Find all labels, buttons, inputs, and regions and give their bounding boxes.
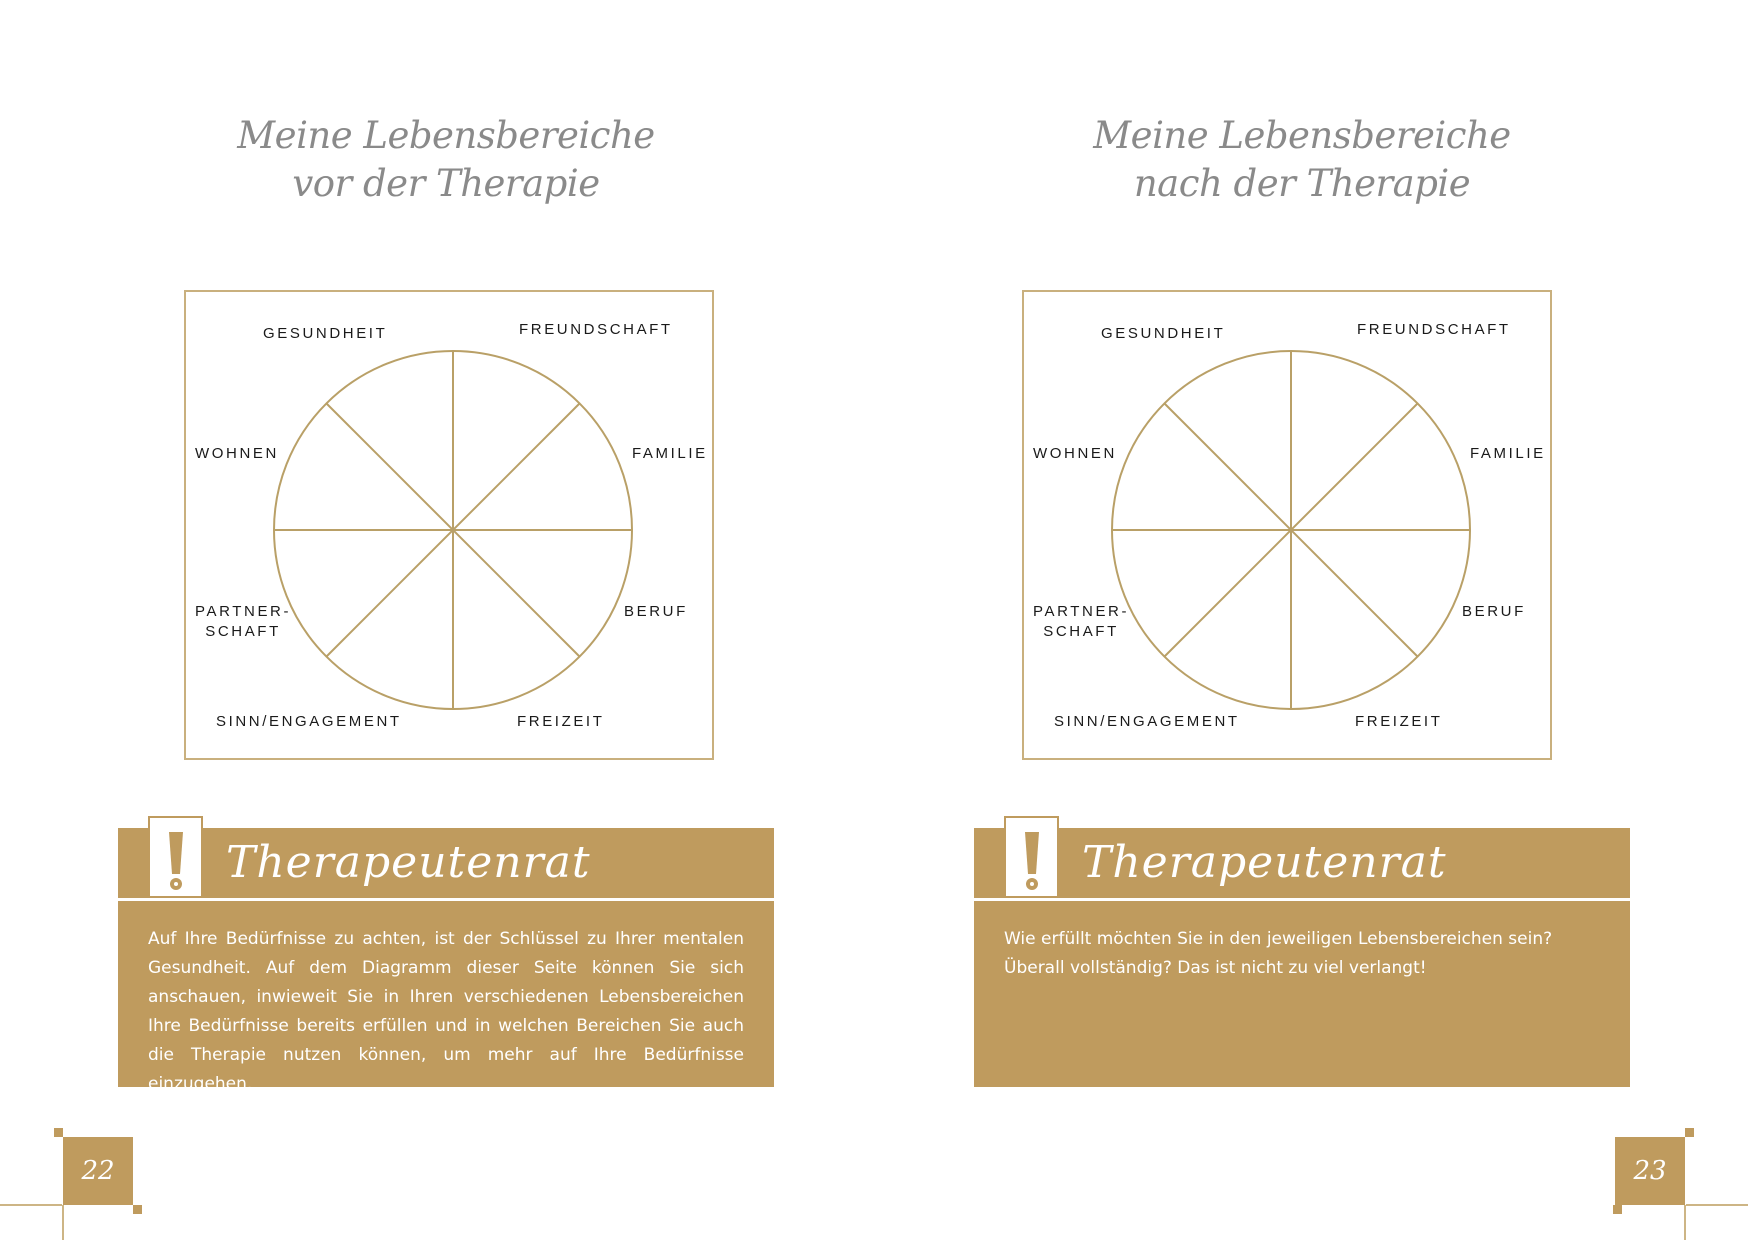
- life-wheel: [1024, 292, 1554, 762]
- corner-line: [1686, 1204, 1748, 1206]
- label-partnerschaft-line-2: SCHAFT: [205, 623, 281, 640]
- life-wheel: [186, 292, 716, 762]
- label-sinn-engagement: SINN/ENGAGEMENT: [216, 713, 402, 730]
- label-beruf: BERUF: [624, 603, 688, 620]
- life-wheel-frame: [1022, 290, 1552, 760]
- label-freundschaft: FREUNDSCHAFT: [519, 321, 673, 338]
- label-partnerschaft-line-1: PARTNER-: [195, 603, 292, 620]
- corner-line: [62, 1205, 64, 1240]
- corner-square: [133, 1205, 142, 1214]
- tip-text: Auf Ihre Bedürfnisse zu achten, ist der Schlüssel zu Ihrer mentalen Gesundheit. Auf dem Diagramm dieser Seite können Sie sich anschauen, inwieweit Sie in Ihren verschiedenen Lebensbereichen Ihre Bedürfnisse bereits erfüllen und in welchen Bereichen Sie auch die Therapie nutzen können, um mehr auf Ihre Bedürfnisse einzugehen.: [118, 901, 774, 1087]
- exclamation-icon: [150, 818, 201, 896]
- label-partnerschaft: [195, 602, 291, 642]
- heading-line-1: Meine Lebensbereiche: [237, 114, 655, 157]
- page-number: 23: [1615, 1137, 1685, 1205]
- tip-title: Therapeutenrat: [226, 837, 591, 888]
- label-partnerschaft-line-1: PARTNER-: [1033, 603, 1130, 620]
- label-familie: FAMILIE: [1470, 445, 1546, 462]
- label-familie: FAMILIE: [632, 445, 708, 462]
- therapist-tip: [118, 816, 774, 1094]
- corner-square: [1685, 1128, 1694, 1137]
- corner-square: [54, 1128, 63, 1137]
- tip-title: Therapeutenrat: [1082, 837, 1447, 888]
- label-sinn-engagement: SINN/ENGAGEMENT: [1054, 713, 1240, 730]
- exclamation-icon: [1006, 818, 1057, 896]
- tip-icon-box: [1004, 816, 1059, 898]
- right-page: [874, 0, 1748, 1240]
- tip-text: Wie erfüllt möchten Sie in den jeweiligen Lebensbereichen sein? Überall vollständig? Das ist nicht zu viel verlangt!: [974, 901, 1630, 1087]
- page-number: 22: [63, 1137, 133, 1205]
- label-beruf: BERUF: [1462, 603, 1526, 620]
- page-heading: [196, 112, 696, 208]
- label-partnerschaft: [1033, 602, 1129, 642]
- heading-line-1: Meine Lebensbereiche: [1093, 114, 1511, 157]
- label-freundschaft: FREUNDSCHAFT: [1357, 321, 1511, 338]
- corner-square: [1613, 1205, 1622, 1214]
- label-gesundheit: GESUNDHEIT: [263, 325, 388, 342]
- label-freizeit: FREIZEIT: [517, 713, 605, 730]
- label-partnerschaft-line-2: SCHAFT: [1043, 623, 1119, 640]
- tip-icon-box: [148, 816, 203, 898]
- label-gesundheit: GESUNDHEIT: [1101, 325, 1226, 342]
- heading-line-2: nach der Therapie: [1133, 162, 1471, 205]
- therapist-tip: [974, 816, 1630, 1087]
- label-wohnen: WOHNEN: [195, 445, 279, 462]
- life-wheel-frame: [184, 290, 714, 760]
- page-heading: [1052, 112, 1552, 208]
- heading-line-2: vor der Therapie: [292, 162, 600, 205]
- corner-line: [1684, 1205, 1686, 1240]
- label-wohnen: WOHNEN: [1033, 445, 1117, 462]
- corner-line: [0, 1204, 62, 1206]
- label-freizeit: FREIZEIT: [1355, 713, 1443, 730]
